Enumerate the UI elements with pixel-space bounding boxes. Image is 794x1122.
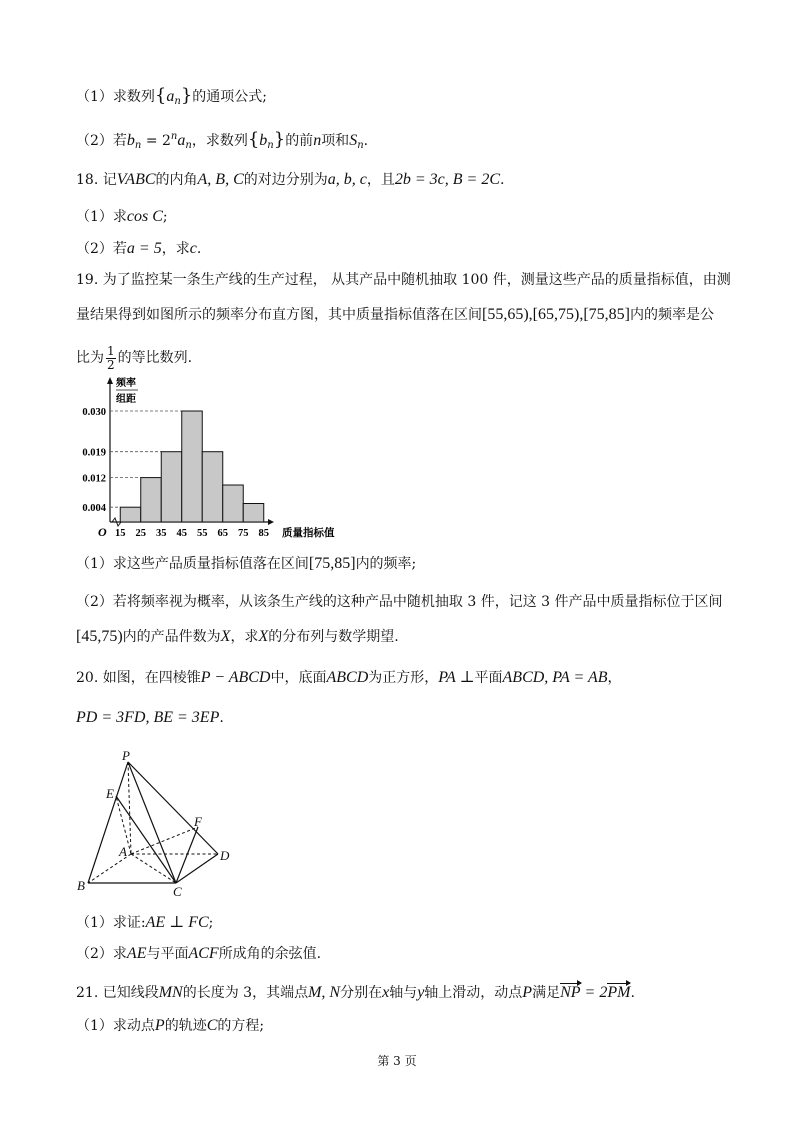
origin-label: O bbox=[98, 525, 107, 539]
x-axis-arrow bbox=[268, 519, 274, 525]
x-tick-label-0: 15 bbox=[115, 528, 126, 539]
label-F: F bbox=[194, 814, 202, 829]
x-tick-label-4: 55 bbox=[197, 528, 208, 539]
edge-PC bbox=[128, 762, 176, 883]
q17-part2: （2）若$b_n = 2^na_n$，求数列$\{b_n\}$的前n项和$S_n$. bbox=[76, 129, 369, 151]
x-tick-label-2: 35 bbox=[156, 528, 167, 539]
q20-line2: PD = 3FD, BE = 3EP. bbox=[76, 709, 224, 726]
y-axis-title-bottom: 组距 bbox=[116, 394, 136, 405]
q17-part1: （1）求数列$\{a_n\}$的通项公式; bbox=[76, 85, 267, 107]
q18-part2: （2）若a = 5，求c. bbox=[76, 240, 202, 257]
bar-5 bbox=[223, 485, 244, 522]
y-axis-arrow bbox=[107, 377, 113, 384]
label-B: B bbox=[77, 878, 85, 893]
y-tick-label-1: 0.019 bbox=[82, 447, 106, 459]
pyramid-figure bbox=[76, 750, 246, 900]
histogram-bars bbox=[120, 411, 264, 522]
q21-stem: 21. 已知线段MN的长度为 3，其端点M, N分别在x轴与y轴上滑动，动点P满足NP = 2PM. bbox=[76, 984, 635, 1001]
frequency-histogram bbox=[76, 374, 366, 542]
edge-PD bbox=[128, 762, 218, 854]
q19-part2-line1: （2）若将频率视为概率，从该条生产线的这种产品中随机抽取 3 件，记这 3 件产品中质量指标位于区间 bbox=[76, 594, 723, 610]
x-tick-label-3: 45 bbox=[176, 528, 187, 539]
bar-3 bbox=[182, 411, 203, 522]
y-tick-label-3: 0.004 bbox=[82, 503, 106, 515]
vector-PM: PM bbox=[607, 984, 631, 1001]
edge-AC-dashed bbox=[131, 854, 176, 883]
label-P: P bbox=[122, 750, 130, 763]
edge-PB bbox=[88, 762, 128, 883]
edge-FC bbox=[176, 827, 198, 883]
q19-part2-line2: [45,75)内的产品件数为X，求X的分布列与数学期望. bbox=[76, 628, 399, 645]
q19-line1: 19. 为了监控某一条生产线的生产过程， 从其产品中随机抽取 100 件，测量这些产品的质量指标值，由测 bbox=[76, 272, 731, 288]
x-axis-title: 质量指标值 bbox=[282, 527, 335, 539]
vector-NP: NP bbox=[560, 984, 581, 1001]
q19-line3: 比为 $\frac{1}{2}$ 的等比数列. bbox=[76, 343, 193, 372]
page-footer: 第 3 页 bbox=[377, 1054, 417, 1068]
q21-part1: （1）求动点P的轨迹C的方程; bbox=[76, 1017, 265, 1034]
bar-4 bbox=[202, 452, 223, 522]
bar-6 bbox=[243, 504, 264, 523]
edge-PA-dashed bbox=[128, 762, 131, 854]
x-tick-label-1: 25 bbox=[135, 528, 146, 539]
bar-0 bbox=[120, 507, 141, 522]
q20-part1: （1）求证:AE ⊥ FC; bbox=[76, 914, 214, 931]
q19-line2: 量结果得到如图所示的频率分布直方图，其中质量指标值落在区间[55,65),[65,75),[75,85]内的频率是公 bbox=[76, 306, 714, 323]
q20-line1: 20. 如图，在四棱锥P − ABCD中，底面ABCD为正方形，PA ⊥平面ABCD, PA = AB， bbox=[76, 669, 622, 686]
q19-part1: （1）求这些产品质量指标值落在区间[75,85]内的频率; bbox=[76, 555, 417, 572]
label-E: E bbox=[106, 786, 114, 801]
y-tick-label-0: 0.030 bbox=[82, 407, 106, 418]
label-A: A bbox=[119, 844, 127, 859]
y-axis-title-top: 频率 bbox=[116, 378, 136, 389]
label-C: C bbox=[173, 884, 182, 899]
edge-AF-dashed bbox=[131, 827, 198, 854]
bar-1 bbox=[141, 478, 162, 522]
x-tick-label-5: 65 bbox=[217, 528, 228, 539]
bar-2 bbox=[161, 452, 182, 522]
q18-stem: 18. 记VABC的内角A, B, C的对边分别为a, b, c，且2b = 3c, B = 2C. bbox=[76, 171, 505, 188]
x-tick-label-7: 85 bbox=[258, 528, 269, 539]
fraction-one-half: $\frac{1}{2}$ bbox=[107, 343, 115, 372]
q18-part1: （1）求cos C; bbox=[76, 208, 168, 225]
y-tick-label-2: 0.012 bbox=[82, 473, 106, 485]
x-tick-label-6: 75 bbox=[238, 528, 249, 539]
q20-part2: （2）求AE与平面ACF所成角的余弦值. bbox=[76, 945, 322, 962]
label-D: D bbox=[220, 848, 230, 863]
